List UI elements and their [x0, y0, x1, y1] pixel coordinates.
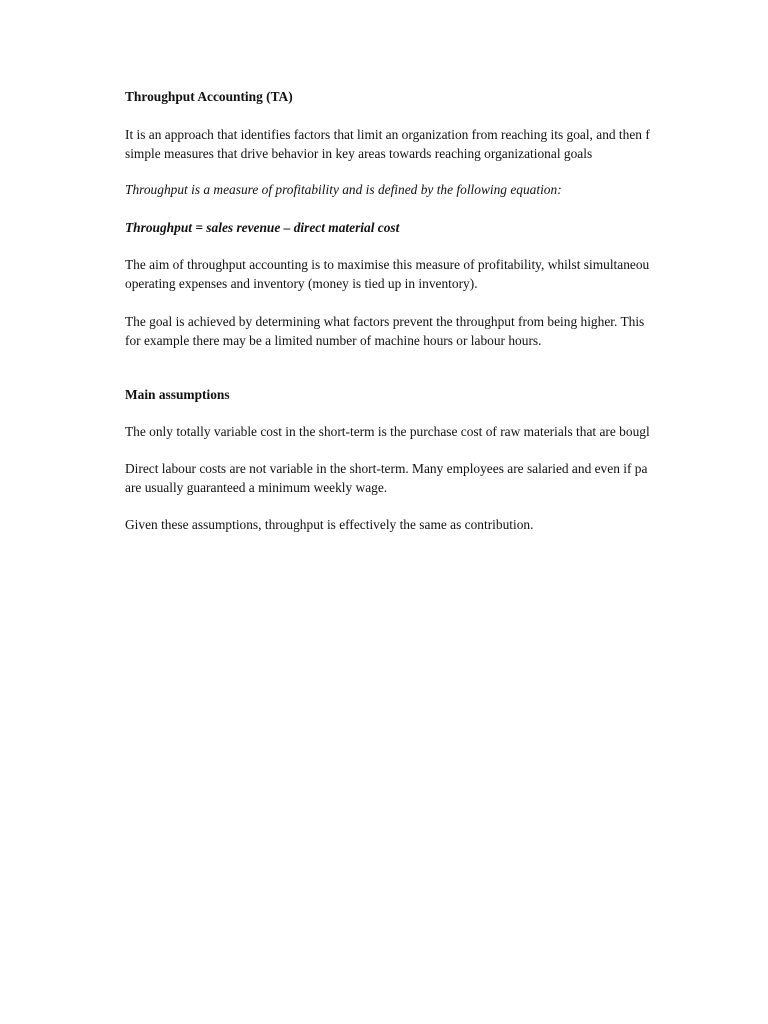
goal-paragraph-line-1: The goal is achieved by determining what factors prevent the throughput from being higher. This [125, 314, 645, 329]
definition-text: Throughput is a measure of profitability and is defined by the following equation: [125, 182, 562, 197]
assumption-2-line-1: Direct labour costs are not variable in the short-term. Many employees are salaried and even if pa [125, 461, 648, 476]
aim-paragraph-line-1: The aim of throughput accounting is to maximise this measure of profitability, whilst simultaneou [125, 257, 650, 272]
aim-paragraph-line-2: operating expenses and inventory (money is tied up in inventory). [125, 276, 478, 291]
document-title: Throughput Accounting (TA) [125, 89, 293, 104]
assumption-2-line-2: are usually guaranteed a minimum weekly wage. [125, 480, 388, 495]
assumptions-heading: Main assumptions [125, 387, 230, 402]
intro-paragraph-line-1: It is an approach that identifies factors that limit an organization from reaching its goal, and then f [125, 127, 650, 142]
conclusion-text: Given these assumptions, throughput is effectively the same as contribution. [125, 517, 534, 532]
throughput-equation: Throughput = sales revenue – direct material cost [125, 220, 400, 235]
intro-paragraph-line-2: simple measures that drive behavior in key areas towards reaching organizational goals [125, 146, 593, 161]
document-content [125, 0, 668, 1024]
assumption-1-line-1: The only totally variable cost in the short-term is the purchase cost of raw materials that are bougl [125, 424, 650, 439]
goal-paragraph-line-2: for example there may be a limited number of machine hours or labour hours. [125, 333, 542, 348]
